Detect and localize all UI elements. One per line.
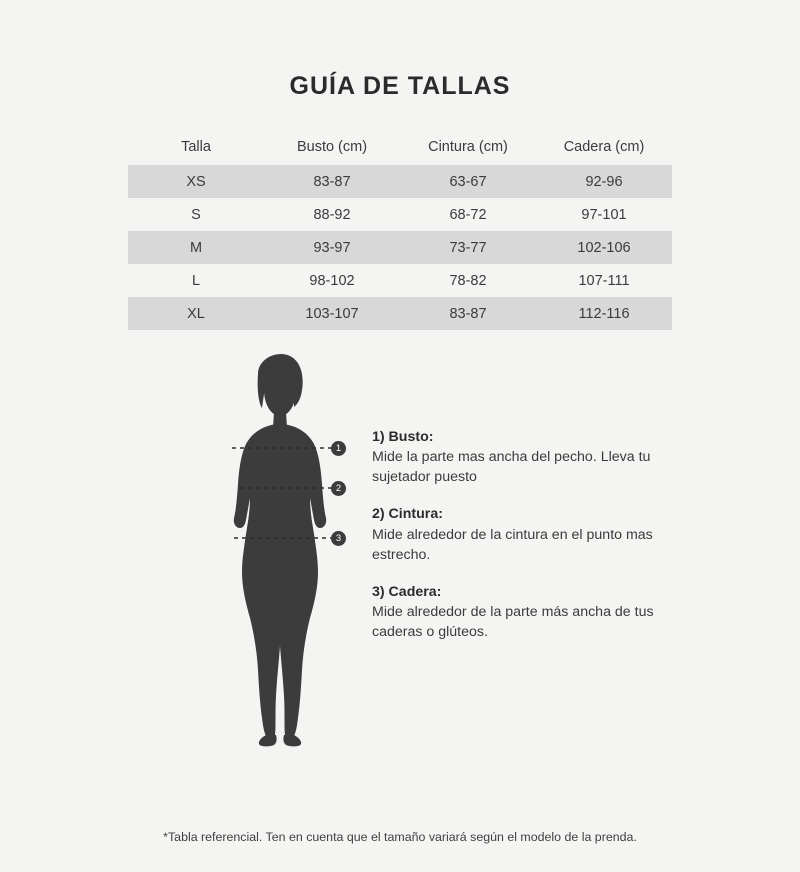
instruction-hip: [372, 582, 692, 642]
table-body: [128, 165, 672, 330]
cell-bust: 98-102: [309, 272, 355, 289]
cell-bust: 93-97: [264, 231, 400, 264]
table-row: [128, 297, 672, 330]
cell-size: XL: [128, 297, 264, 330]
cell-hip: 92-96: [536, 165, 672, 198]
column-header-waist: Cintura (cm): [428, 139, 508, 155]
instruction-bust-body: Mide la parte mas ancha del pecho. Lleva tu sujetador puesto: [372, 449, 651, 486]
cell-hip: 97-101: [581, 206, 627, 223]
cell-waist: 68-72: [449, 206, 487, 223]
cell-size: L: [191, 272, 201, 289]
cell-size: M: [128, 231, 264, 264]
marker-2-badge: 2: [331, 481, 346, 496]
marker-1-badge: 1: [331, 441, 346, 456]
cell-size: XS: [128, 165, 264, 198]
table-header-row: [128, 131, 672, 165]
column-header-bust: Busto (cm): [296, 139, 368, 155]
size-chart-table: [128, 131, 672, 330]
instruction-hip-body: Mide alrededor de la parte más ancha de tus caderas o glúteos.: [372, 604, 654, 641]
page-title: GUÍA DE TALLAS: [289, 72, 511, 100]
table-row: [128, 165, 672, 198]
instruction-hip-title: 3) Cadera:: [372, 583, 442, 600]
size-guide-page: [0, 72, 800, 872]
cell-waist: 83-87: [400, 297, 536, 330]
column-header-hip: Cadera (cm): [563, 139, 645, 155]
cell-waist: 63-67: [400, 165, 536, 198]
instruction-waist-title: 2) Cintura:: [372, 506, 443, 523]
cell-hip: 102-106: [536, 231, 672, 264]
table-row: [128, 264, 672, 297]
cell-hip: 112-116: [536, 297, 672, 330]
cell-waist: 73-77: [400, 231, 536, 264]
instruction-bust: [372, 427, 692, 487]
female-body-silhouette-icon: [190, 352, 370, 752]
column-header-size: Talla: [181, 139, 211, 155]
cell-bust: 88-92: [313, 206, 351, 223]
instruction-waist: [372, 504, 692, 564]
cell-waist: 78-82: [449, 272, 487, 289]
cell-hip: 107-111: [578, 272, 630, 289]
illustration-section: [0, 352, 800, 752]
cell-size: S: [191, 206, 201, 223]
cell-bust: 103-107: [264, 297, 400, 330]
table-row: [128, 231, 672, 264]
cell-bust: 83-87: [264, 165, 400, 198]
measurement-instructions: [372, 427, 692, 659]
instruction-waist-body: Mide alrededor de la cintura en el punto mas estrecho.: [372, 526, 653, 563]
table-header: [128, 131, 672, 165]
instruction-bust-title: 1) Busto:: [372, 429, 434, 445]
footnote: *Tabla referencial. Ten en cuenta que el tamaño variará según el modelo de la prenda.: [163, 830, 637, 844]
table-row: [128, 198, 672, 231]
marker-3-badge: 3: [331, 531, 346, 546]
